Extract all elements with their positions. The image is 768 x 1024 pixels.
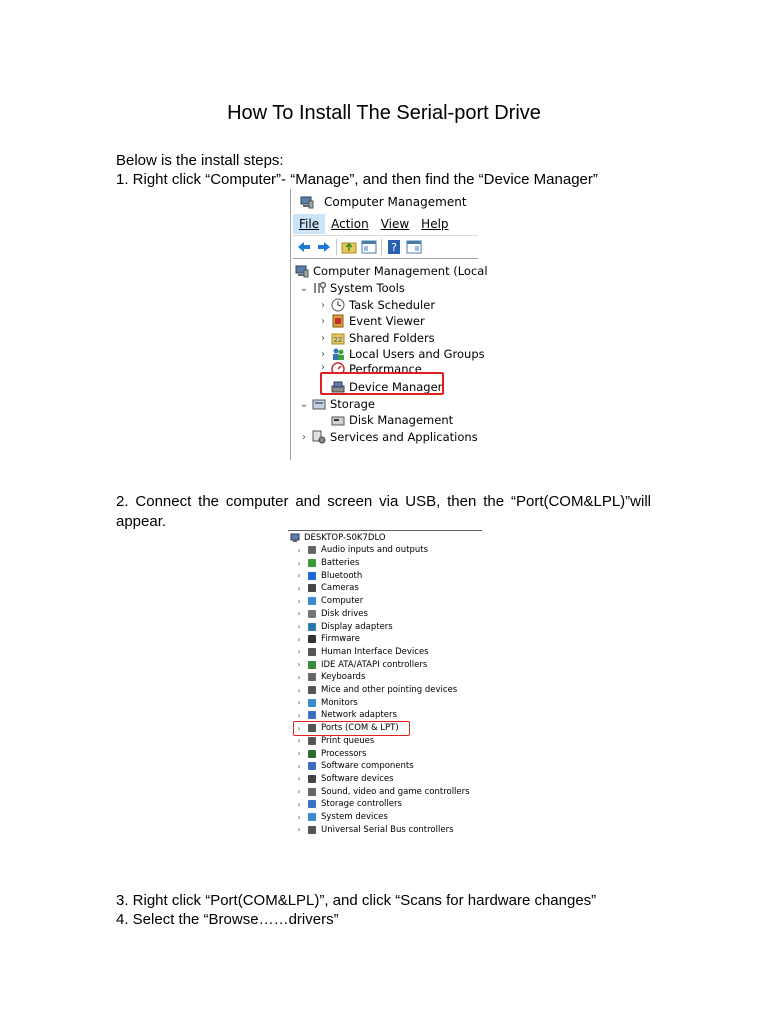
tree-item-computer-management[interactable] bbox=[293, 263, 488, 279]
device-category-label: Cameras bbox=[321, 583, 359, 594]
tree-item-storage[interactable] bbox=[298, 396, 375, 412]
svg-text:22: 22 bbox=[333, 336, 343, 344]
processor-icon bbox=[307, 749, 317, 759]
storage-icon bbox=[312, 397, 326, 411]
toolbar-separator bbox=[381, 239, 382, 255]
device-category-display-adapters[interactable] bbox=[294, 620, 393, 633]
device-tree-root-label: DESKTOP-S0K7DLO bbox=[304, 533, 386, 544]
device-category-human-interface-devices[interactable] bbox=[294, 646, 429, 659]
chevron-right-icon[interactable]: › bbox=[297, 685, 301, 695]
device-category-storage-controllers[interactable] bbox=[294, 798, 402, 811]
tree-item-disk-management[interactable] bbox=[329, 412, 453, 428]
disk-drive-icon bbox=[307, 609, 317, 619]
device-category-batteries[interactable] bbox=[294, 557, 359, 570]
chevron-right-icon[interactable]: › bbox=[297, 558, 301, 568]
tree-item-performance[interactable] bbox=[317, 362, 422, 372]
device-category-label: IDE ATA/ATAPI controllers bbox=[321, 659, 428, 670]
chevron-right-icon[interactable]: › bbox=[297, 634, 301, 644]
menu-action[interactable]: Action bbox=[331, 217, 369, 231]
computer-icon bbox=[290, 533, 300, 543]
device-category-label: Display adapters bbox=[321, 621, 393, 632]
mouse-icon bbox=[307, 685, 317, 695]
system-devices-icon bbox=[307, 812, 317, 822]
device-category-label: Firmware bbox=[321, 634, 360, 645]
chevron-right-icon[interactable]: › bbox=[297, 698, 301, 708]
folder-up-icon[interactable] bbox=[341, 239, 357, 255]
window-top-border bbox=[288, 530, 482, 531]
device-category-label: Storage controllers bbox=[321, 799, 402, 810]
chevron-right-icon[interactable]: › bbox=[297, 660, 301, 670]
device-category-software-components[interactable] bbox=[294, 760, 414, 773]
ide-icon bbox=[307, 660, 317, 670]
device-manager-screenshot bbox=[288, 530, 482, 840]
computer-management-icon bbox=[295, 264, 309, 278]
chevron-right-icon[interactable]: › bbox=[297, 710, 301, 720]
chevron-right-icon[interactable]: › bbox=[297, 825, 301, 835]
display-adapter-icon bbox=[307, 622, 317, 632]
chevron-right-icon[interactable]: › bbox=[321, 332, 325, 344]
device-category-processors[interactable] bbox=[294, 747, 366, 760]
device-category-label: Mice and other pointing devices bbox=[321, 685, 458, 696]
device-category-label: Network adapters bbox=[321, 710, 397, 721]
window-title: Computer Management bbox=[324, 195, 467, 209]
device-category-label: Ports (COM & LPT) bbox=[321, 723, 399, 734]
clock-icon bbox=[331, 298, 345, 312]
tree-item-label: Task Scheduler bbox=[349, 298, 436, 312]
show-hide-tree-icon[interactable] bbox=[361, 239, 377, 255]
storage-controller-icon bbox=[307, 799, 317, 809]
help-icon[interactable] bbox=[386, 239, 402, 255]
chevron-right-icon[interactable]: › bbox=[302, 431, 306, 443]
toolbar-separator bbox=[336, 239, 337, 255]
device-category-print-queues[interactable] bbox=[294, 735, 374, 748]
device-category-ide-ata-atapi-controllers[interactable] bbox=[294, 658, 427, 671]
device-category-label: Bluetooth bbox=[321, 570, 363, 581]
battery-icon bbox=[307, 558, 317, 568]
step-4-text: 4. Select the “Browse……drivers” bbox=[116, 911, 339, 928]
device-category-network-adapters[interactable] bbox=[294, 709, 397, 722]
software-component-icon bbox=[307, 761, 317, 771]
chevron-down-icon[interactable]: ⌄ bbox=[299, 398, 309, 410]
device-manager-highlight bbox=[320, 372, 444, 395]
chevron-right-icon[interactable]: › bbox=[297, 723, 301, 733]
tree-item-label: Device Manager bbox=[349, 380, 443, 394]
menu-help[interactable]: Help bbox=[421, 217, 449, 231]
chevron-down-icon[interactable]: ⌄ bbox=[299, 282, 309, 294]
usb-icon bbox=[307, 825, 317, 835]
tree-item-label: Local Users and Groups bbox=[349, 347, 485, 361]
device-category-label: Sound, video and game controllers bbox=[321, 786, 470, 797]
device-category-cameras[interactable] bbox=[294, 582, 359, 595]
device-category-mice-and-other-pointing-devices[interactable] bbox=[294, 684, 457, 697]
tree-item-label: System Tools bbox=[330, 281, 405, 295]
tree-item-label: Shared Folders bbox=[349, 331, 435, 345]
device-category-firmware[interactable] bbox=[294, 633, 360, 646]
tree-item-label: Services and Applications bbox=[330, 430, 478, 444]
chevron-right-icon[interactable]: › bbox=[297, 545, 301, 555]
bluetooth-icon bbox=[307, 571, 317, 581]
ports-highlight bbox=[293, 721, 410, 736]
hid-icon bbox=[307, 647, 317, 657]
device-category-label: Print queues bbox=[321, 735, 375, 746]
action-pane-icon[interactable] bbox=[406, 239, 422, 255]
step-1-text: 1. Right click “Computer”- “Manage”, and then find the “Device Manager” bbox=[116, 171, 598, 188]
window-title-bar bbox=[298, 192, 467, 212]
forward-arrow-icon[interactable] bbox=[316, 239, 332, 255]
document-title: How To Install The Serial-port Drive bbox=[227, 102, 541, 124]
computer-management-screenshot bbox=[290, 189, 488, 460]
monitor-icon bbox=[307, 596, 317, 606]
tree-item-services-applications[interactable] bbox=[298, 429, 478, 445]
device-tree-root[interactable] bbox=[290, 532, 386, 545]
chevron-right-icon[interactable]: › bbox=[297, 571, 301, 581]
chevron-right-icon[interactable]: › bbox=[321, 362, 325, 372]
event-viewer-icon bbox=[331, 314, 345, 328]
tree-item-event-viewer[interactable] bbox=[317, 313, 425, 329]
back-arrow-icon[interactable] bbox=[296, 239, 312, 255]
firmware-icon bbox=[307, 634, 317, 644]
users-icon bbox=[331, 347, 345, 361]
device-category-label: Software devices bbox=[321, 773, 394, 784]
speaker-icon bbox=[307, 545, 317, 555]
device-category-monitors[interactable] bbox=[294, 696, 358, 709]
chevron-right-icon[interactable]: › bbox=[297, 799, 301, 809]
printer-icon bbox=[307, 736, 317, 746]
chevron-right-icon[interactable]: › bbox=[297, 583, 301, 593]
chevron-right-icon[interactable]: › bbox=[297, 761, 301, 771]
software-device-icon bbox=[307, 774, 317, 784]
sound-icon bbox=[307, 787, 317, 797]
menu-file[interactable]: File bbox=[293, 214, 325, 234]
device-category-universal-serial-bus-controllers[interactable] bbox=[294, 823, 454, 836]
chevron-right-icon[interactable]: › bbox=[297, 609, 301, 619]
device-category-bluetooth[interactable] bbox=[294, 569, 362, 582]
performance-icon bbox=[331, 362, 345, 372]
tree-item-label: Computer Management (Local bbox=[313, 264, 488, 278]
tree-item-label: Event Viewer bbox=[349, 314, 425, 328]
chevron-right-icon[interactable]: › bbox=[297, 622, 301, 632]
menu-bar bbox=[293, 214, 478, 234]
step-3-text: 3. Right click “Port(COM&LPL)”, and click “Scans for hardware changes” bbox=[116, 892, 597, 909]
chevron-right-icon[interactable]: › bbox=[297, 736, 301, 746]
step-2-text: 2. Connect the computer and screen via USB, then the “Port(COM&LPL)”will appear. bbox=[116, 493, 651, 530]
device-category-computer[interactable] bbox=[294, 595, 363, 608]
window-left-border bbox=[290, 189, 291, 460]
tree-item-label: Storage bbox=[330, 397, 375, 411]
computer-management-icon bbox=[300, 195, 314, 209]
device-category-label: Keyboards bbox=[321, 672, 366, 683]
device-category-label: Universal Serial Bus controllers bbox=[321, 824, 454, 835]
device-category-label: Disk drives bbox=[321, 608, 368, 619]
chevron-right-icon[interactable]: › bbox=[321, 315, 325, 327]
tree-item-label: Disk Management bbox=[349, 413, 454, 427]
chevron-right-icon[interactable]: › bbox=[321, 348, 325, 360]
chevron-right-icon[interactable]: › bbox=[297, 672, 301, 682]
device-category-keyboards[interactable] bbox=[294, 671, 365, 684]
shared-folders-icon bbox=[331, 331, 345, 345]
device-category-software-devices[interactable] bbox=[294, 773, 394, 786]
device-category-label: Software components bbox=[321, 761, 414, 772]
intro-text: Below is the install steps: bbox=[116, 152, 284, 169]
keyboard-icon bbox=[307, 672, 317, 682]
tree-item-label: Performance bbox=[349, 362, 422, 372]
tree-item-local-users[interactable] bbox=[317, 346, 485, 362]
device-category-audio-inputs-and-outputs[interactable] bbox=[294, 544, 428, 557]
device-category-label: Monitors bbox=[321, 697, 358, 708]
network-icon bbox=[307, 710, 317, 720]
chevron-right-icon[interactable]: › bbox=[297, 749, 301, 759]
device-category-label: Audio inputs and outputs bbox=[321, 545, 429, 556]
device-category-label: Processors bbox=[321, 748, 367, 759]
device-category-label: System devices bbox=[321, 812, 388, 823]
chevron-right-icon[interactable]: › bbox=[297, 812, 301, 822]
device-category-label: Computer bbox=[321, 596, 364, 607]
disk-icon bbox=[331, 413, 345, 427]
chevron-right-icon[interactable]: › bbox=[297, 647, 301, 657]
device-category-sound-video-and-game-controllers[interactable] bbox=[294, 785, 470, 798]
monitor-icon bbox=[307, 698, 317, 708]
device-category-system-devices[interactable] bbox=[294, 811, 388, 824]
tree-item-shared-folders[interactable] bbox=[317, 330, 435, 346]
chevron-right-icon[interactable]: › bbox=[297, 787, 301, 797]
device-category-label: Batteries bbox=[321, 558, 360, 569]
toolbar bbox=[293, 235, 478, 259]
tree-item-task-scheduler[interactable] bbox=[317, 297, 435, 313]
chevron-right-icon[interactable]: › bbox=[297, 596, 301, 606]
device-category-disk-drives[interactable] bbox=[294, 608, 368, 621]
svg-text:?: ? bbox=[391, 241, 397, 254]
chevron-right-icon[interactable]: › bbox=[297, 774, 301, 784]
chevron-right-icon[interactable]: › bbox=[321, 299, 325, 311]
camera-icon bbox=[307, 583, 317, 593]
tree-item-system-tools[interactable] bbox=[298, 280, 405, 296]
device-category-label: Human Interface Devices bbox=[321, 646, 429, 657]
services-icon bbox=[312, 430, 326, 444]
menu-view[interactable]: View bbox=[380, 217, 410, 231]
system-tools-icon bbox=[312, 281, 326, 295]
